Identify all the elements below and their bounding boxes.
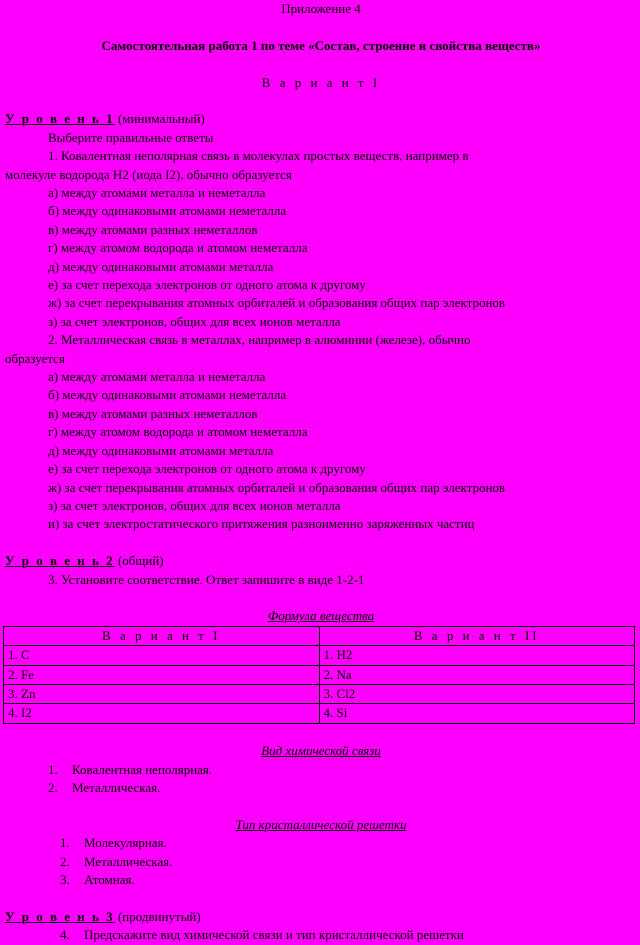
q1-option-e: д) между одинаковыми атомами металла <box>48 258 274 274</box>
q2-option-c: в) между атомами разных неметаллов <box>48 405 258 421</box>
q2-option-i: и) за счет электростатического притяжения разноименно заряженных частиц <box>48 516 475 532</box>
bond-item <box>5 761 637 779</box>
lattice-item <box>5 834 637 852</box>
lattice-item-num: 3. <box>60 871 70 887</box>
q4-body: Предскажите вид химической связи и тип кристаллической решетки <box>84 927 464 943</box>
q3-text: 3. Установите соответствие. Ответ запишите в виде 1-2-1 <box>48 571 365 587</box>
table-row <box>4 704 635 723</box>
q1-option-c: в) между атомами разных неметаллов <box>48 221 258 237</box>
q2-option-b: б) между одинаковыми атомами неметалла <box>48 387 287 403</box>
q4-text <box>5 926 637 944</box>
table-cell: 4. I2 <box>4 704 320 723</box>
bond-item-text: Металлическая. <box>72 779 161 795</box>
q2-text-line1: 2. Металлическая связь в металлах, например в алюминии (железе), обычно <box>48 332 471 348</box>
level3-note: (продвинутый) <box>117 908 201 924</box>
level3-title: У р о в е н ь 3 <box>5 908 115 924</box>
bond-title: Вид химической связи <box>261 743 381 759</box>
table-cell: 3. Zn <box>4 684 320 703</box>
q1-option-a: а) между атомами металла и неметалла <box>48 185 266 201</box>
instruction: Выберите правильные ответы <box>48 129 214 145</box>
q1-option-d: г) между атомом водорода и атомом неметалла <box>48 240 308 256</box>
appendix-label: Приложение 4 <box>281 1 361 16</box>
lattice-item-text: Молекулярная. <box>84 835 167 851</box>
table-row <box>4 684 635 703</box>
table-cell: 2. Fe <box>4 665 320 684</box>
level1-note: (минимальный) <box>117 111 205 127</box>
bond-item-num: 1. <box>48 761 58 777</box>
level2-heading <box>5 552 637 570</box>
q2-option-g: ж) за счет перекрывания атомных орбиталей и образования общих пар электронов <box>48 479 506 495</box>
q1-option-g: ж) за счет перекрывания атомных орбиталей и образования общих пар электронов <box>48 295 506 311</box>
lattice-item-text: Металлическая. <box>84 853 173 869</box>
table-cell: 1. H2 <box>319 646 635 665</box>
table-cell: 3. Cl2 <box>319 684 635 703</box>
level2-note: (общий) <box>117 553 164 569</box>
q1-option-h: з) за счет электронов, общих для всех ионов металла <box>48 313 341 329</box>
table-header-cell: В а р и а н т II <box>319 626 635 645</box>
level1-heading <box>5 110 637 128</box>
table-cell: 4. Si <box>319 704 635 723</box>
lattice-title: Тип кристаллической решетки <box>235 816 407 832</box>
lattice-item-num: 2. <box>60 853 70 869</box>
bond-item <box>5 779 637 797</box>
work-title: Самостоятельная работа 1 по теме «Состав, строение и свойства веществ» <box>101 37 541 53</box>
lattice-item <box>5 871 637 889</box>
table-row <box>4 665 635 684</box>
q1-option-b: б) между одинаковыми атомами неметалла <box>48 203 287 219</box>
table-cell: 2. Na <box>319 665 635 684</box>
q1-option-f: е) за счет перехода электронов от одного атома к другому <box>48 277 366 293</box>
table-header-cell: В а р и а н т I <box>4 626 320 645</box>
bond-item-text: Ковалентная неполярная. <box>72 761 213 777</box>
table-header-row <box>4 626 635 645</box>
lattice-item-num: 1. <box>60 835 70 851</box>
level1-title: У р о в е н ь 1 <box>5 111 115 127</box>
q2-text-line2: образуется <box>5 350 65 366</box>
q2-option-h: з) за счет электронов, общих для всех ионов металла <box>48 497 341 513</box>
table-title: Формула вещества <box>267 608 375 624</box>
formula-table <box>3 626 635 724</box>
q2-option-a: а) между атомами металла и неметалла <box>48 369 266 385</box>
table-cell: 1. C <box>4 646 320 665</box>
q4-num: 4. <box>60 927 70 943</box>
q2-option-d: г) между атомом водорода и атомом неметалла <box>48 424 308 440</box>
level2-title: У р о в е н ь 2 <box>5 553 115 569</box>
q1-text-line2: молекуле водорода Н2 (иода I2), обычно образуется <box>5 166 292 182</box>
variant-label: В а р и а н т I <box>261 74 381 90</box>
q2-option-f: е) за счет перехода электронов от одного атома к другому <box>48 461 366 477</box>
lattice-item-text: Атомная. <box>84 871 135 887</box>
lattice-item <box>5 853 637 871</box>
q1-text-line1: 1. Ковалентная неполярная связь в молекулах простых веществ, например в <box>48 148 469 164</box>
level3-heading <box>5 908 637 926</box>
q2-option-e: д) между одинаковыми атомами металла <box>48 442 274 458</box>
bond-item-num: 2. <box>48 779 58 795</box>
table-row <box>4 646 635 665</box>
